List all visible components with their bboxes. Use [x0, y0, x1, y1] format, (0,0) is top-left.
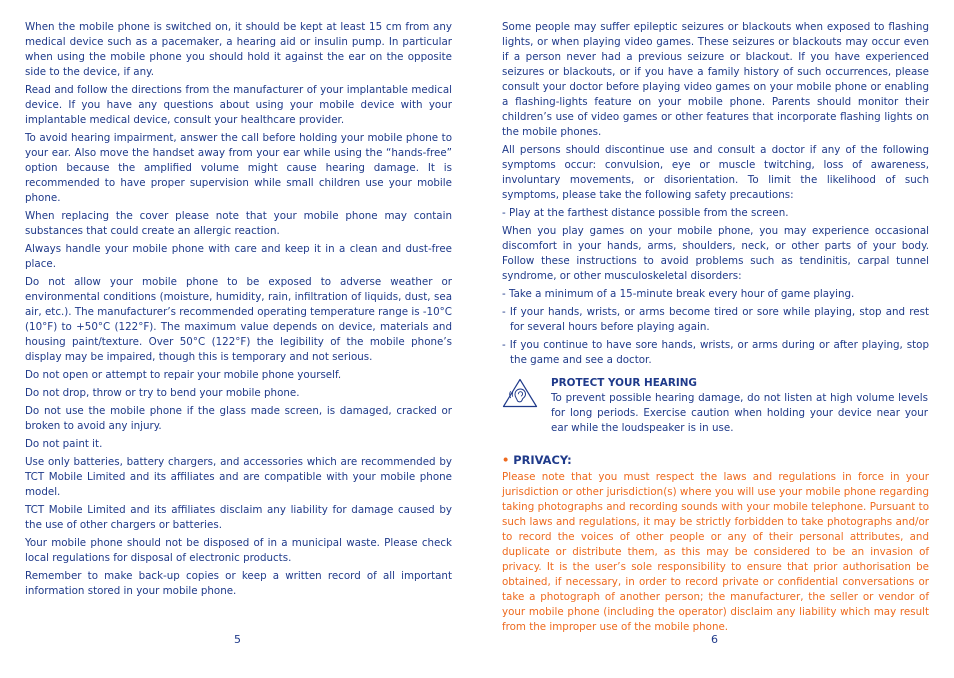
privacy-title: PRIVACY:	[513, 453, 572, 467]
right-page-content	[502, 20, 929, 635]
privacy-text: Please note that you must respect the laws and regulations in force in your jurisdiction or other jurisdiction(s) where you will use your mobile phone regarding taking photographs and recording sounds with your mobile telephone. Pursuant to such laws and regulations, it may be strictly forbidden to take photographs and/or to record the voices of other people or any of their personal attributes, and duplicate or distribute them, as this may be considered to be an invasion of privacy. It is the user’s sole responsibility to ensure that prior authorisation be obtained, if necessary, in order to record private or confidential conversations or take a photograph of another person; the manufacturer, the seller or vendor of your mobile phone (including the operator) disclaim any liability which may result from the improper use of the mobile phone.	[502, 471, 929, 633]
left-page-content	[25, 20, 452, 602]
paragraph-no-repair: Do not open or attempt to repair your mobile phone yourself.	[25, 369, 342, 381]
paragraph-epilepsy: Some people may suffer epileptic seizures or blackouts when exposed to flashing lights, or when playing video games. These seizures or blackouts may occur even if a person never had a previous seizure or blackout. If you have experienced seizures or blackouts, or if you have a family history of such occurrences, please consult your doctor before playing video games on your mobile phone or enabling a flashing-lights feature on your mobile phone. Parents should monitor their children’s use of video games or other features that incorporate flashing lights on the mobile phones.	[502, 21, 929, 138]
hearing-warning-icon	[502, 378, 538, 408]
precaution-break: - Take a minimum of a 15-minute break every hour of game playing.	[502, 288, 855, 300]
paragraph-disposal: Your mobile phone should not be disposed of in a municipal waste. Please check local regulations for disposal of electronic products.	[25, 537, 452, 564]
page-number-left: 5	[234, 633, 241, 646]
paragraph-symptoms: All persons should discontinue use and consult a doctor if any of the following symptoms occur: convulsion, eye or muscle twitching, loss of awareness, involuntary movements, or disorientation. To limit the likelihood of such symptoms, please take the following safety precautions:	[502, 144, 929, 201]
hearing-warning-title: PROTECT YOUR HEARING	[551, 377, 697, 389]
paragraph-accessories: Use only batteries, battery chargers, and accessories which are recommended by TCT Mobile Limited and its affiliates and are compatible with your mobile phone model.	[25, 456, 452, 498]
hearing-warning-text: To prevent possible hearing damage, do not listen at high volume levels for long periods. Exercise caution when holding your device near your ear while the loudspeaker is in use.	[551, 392, 928, 434]
precaution-distance: - Play at the farthest distance possible from the screen.	[502, 207, 789, 219]
hearing-warning	[502, 376, 929, 436]
page-number-right: 6	[711, 633, 718, 646]
paragraph-handle-care: Always handle your mobile phone with care and keep it in a clean and dust-free place.	[25, 243, 452, 270]
paragraph-liability-chargers: TCT Mobile Limited and its affiliates disclaim any liability for damage caused by the use of other chargers or batteries.	[25, 504, 452, 531]
paragraph-damaged-glass: Do not use the mobile phone if the glass made screen, is damaged, cracked or broken to avoid any injury.	[25, 405, 452, 432]
paragraph-no-drop: Do not drop, throw or try to bend your mobile phone.	[25, 387, 300, 399]
paragraph-implant-directions: Read and follow the directions from the manufacturer of your implantable medical device. If you have any questions about using your mobile device with your implantable medical device, consult your healthcare provider.	[25, 84, 452, 126]
paragraph-discomfort: When you play games on your mobile phone, you may experience occasional discomfort in your hands, arms, shoulders, neck, or other parts of your body. Follow these instructions to avoid problems such as tendinitis, carpal tunnel syndrome, or other musculoskeletal disorders:	[502, 225, 929, 282]
paragraph-weather-temperature: Do not allow your mobile phone to be exposed to adverse weather or environmental conditions (moisture, humidity, rain, infiltration of liquids, dust, sea air, etc.). The manufacturer’s recommended operating temperature range is -10°C (10°F) to +50°C (122°F). The maximum value depends on device, materials and housing paint/texture. Over 50°C (122°F) the legibility of the mobile phone’s display may be impaired, though this is temporary and not serious.	[25, 276, 452, 363]
precaution-see-doctor: - If you continue to have sore hands, wrists, or arms during or after playing, stop the game and see a doctor.	[502, 339, 929, 366]
privacy-bullet: •	[502, 453, 510, 467]
paragraph-backup: Remember to make back-up copies or keep a written record of all important information stored in your mobile phone.	[25, 570, 452, 597]
precaution-rest: - If your hands, wrists, or arms become tired or sore while playing, stop and rest for several hours before playing again.	[502, 306, 929, 333]
paragraph-no-paint: Do not paint it.	[25, 438, 103, 450]
paragraph-medical-device: When the mobile phone is switched on, it should be kept at least 15 cm from any medical device such as a pacemaker, a hearing aid or insulin pump. In particular when using the mobile phone you should hold it against the ear on the opposite side to the device, if any.	[25, 21, 452, 78]
privacy-heading	[502, 453, 929, 468]
paragraph-cover-allergy: When replacing the cover please note that your mobile phone may contain substances that could create an allergic reaction.	[25, 210, 452, 237]
paragraph-hearing-impairment: To avoid hearing impairment, answer the call before holding your mobile phone to your ear. Also move the handset away from your ear while using the “hands-free” option because the amplified volume might cause hearing damage. It is recommended to have proper supervision while small children use your mobile phone.	[25, 132, 452, 204]
